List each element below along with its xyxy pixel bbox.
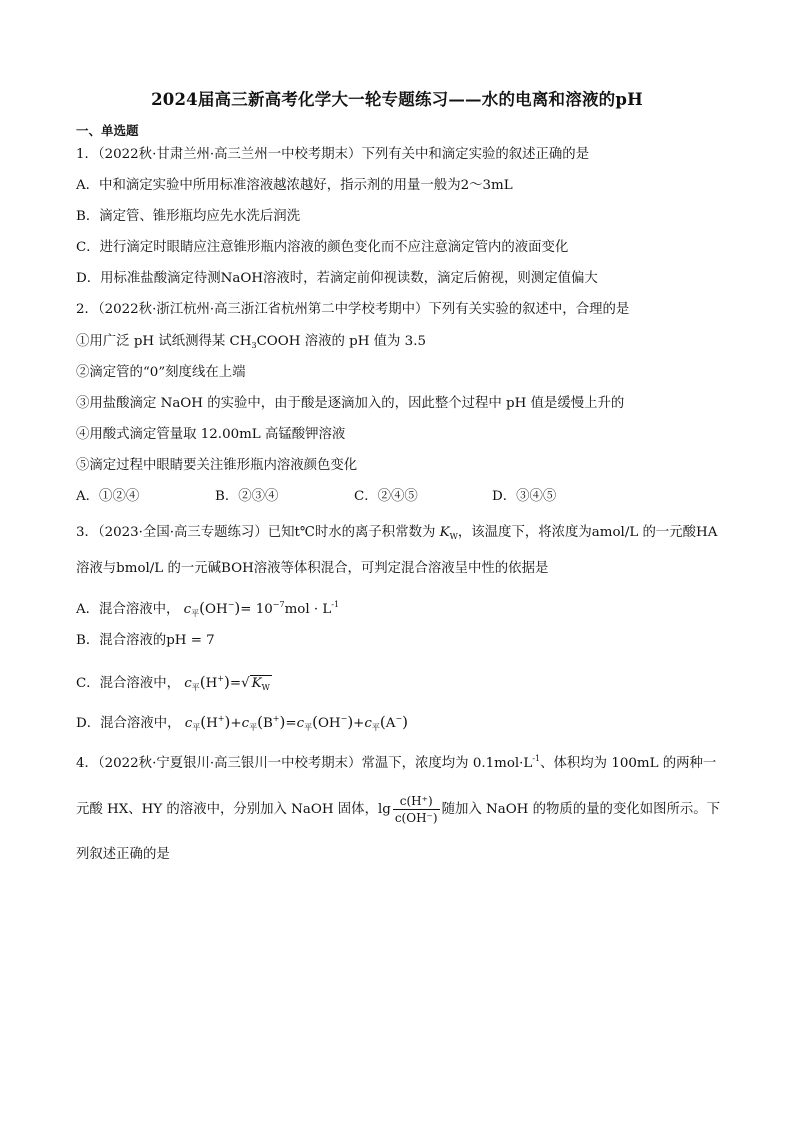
q3-d-b-sup: + (272, 714, 280, 723)
q4-fraction (393, 793, 440, 826)
q3-a-unit: mol · L (284, 602, 332, 617)
q3-d-c3: c (296, 716, 305, 731)
q3-d-h-sup: + (217, 714, 225, 723)
q3-a-eq: = 10 (240, 602, 273, 617)
q2-statement-4: ④用酸式滴定管量取 12.00mL 高锰酸钾溶液 (76, 427, 346, 442)
q3-d-c4: c (364, 716, 372, 731)
q3-d-plus1: + (230, 716, 242, 731)
q3-stem-pre: 3．（2023·全国·高三专题练习）已知t℃时水的离子积常数为 (76, 525, 436, 540)
q1-stem: 1．（2022秋·甘肃兰州·高三兰州一中校考期末）下列有关中和滴定实验的叙述正确的是 (76, 147, 590, 162)
q3-b-math: pH = 7 (166, 633, 215, 648)
q2-statement-1 (76, 333, 426, 355)
q4-frac-den: c(OH⁻) (394, 811, 438, 825)
q3-d-a: A (385, 716, 396, 731)
q4-line1 (76, 750, 716, 773)
q3-d-sub1: 平 (192, 723, 201, 732)
q2-statement-2: ②滴定管的“0”刻度线在上端 (76, 365, 246, 380)
q2-stem: 2．（2022秋·浙江杭州·高三浙江省杭州第二中学校考期中）下列有关实验的叙述中，合理的是 (76, 302, 630, 317)
q3-c-sub: 平 (191, 683, 200, 692)
q3-d-c2: c (241, 716, 250, 731)
q3-a-ion: OH (205, 602, 228, 617)
q3-d-c1: c (184, 716, 193, 731)
section-heading: 一、单选题 (76, 123, 139, 138)
q4-line1-post: 、体积均为 100mL 的两种一 (540, 756, 717, 771)
q3-stem-line2: 溶液与bmol/L 的一元碱BOH溶液等体积混合，可判定混合溶液呈中性的依据是 (76, 561, 549, 576)
q3-d-sub3: 平 (304, 723, 313, 732)
q4-line2-post: 随加入 NaOH 的物质的量的变化如图所示。下 (441, 802, 721, 817)
q2-option-d: D．③④⑤ (492, 489, 557, 504)
q3-a-pre: A．混合溶液中， (76, 602, 180, 617)
q3-c-ion: H (205, 676, 218, 691)
q2-s1-sub: 3 (251, 341, 257, 350)
q3-a-formula: $c_平(OH^-)= 10^{-7}mol \cdot L^{-1}$ (183, 599, 340, 618)
q2-option-a: A．①②④ (76, 489, 140, 504)
q3-c-formula: $c_平(H^+)=√$ $K_W$ (184, 673, 270, 692)
q3-d-a-sup: − (395, 714, 403, 723)
q3-option-c (76, 670, 272, 697)
q3-c-ion-sup: + (217, 674, 224, 683)
q3-a-sub: 平 (191, 609, 200, 618)
q3-option-b (76, 632, 215, 650)
q3-d-sub4: 平 (371, 723, 380, 732)
q3-c-root: √ (241, 676, 250, 691)
q4-line3: 列叙述正确的是 (76, 847, 170, 862)
q2-s1-post: COOH 溶液的 pH 值为 3.5 (256, 334, 426, 349)
q3-d-pre: D．混合溶液中， (76, 716, 181, 731)
q1-option-c: C．进行滴定时眼睛应注意锥形瓶内溶液的颜色变化而不应注意滴定管内的液面变化 (76, 240, 569, 255)
q3-stem-post: ，该温度下，将浓度为amol/L 的一元酸HA (457, 525, 718, 540)
q3-d-b: B (262, 716, 273, 731)
q3-c-c: c (184, 676, 192, 691)
q3-d-sub2: 平 (249, 723, 258, 732)
q4-line2-pre: 元酸 HX、HY 的溶液中，分别加入 NaOH 固体，lg (76, 802, 391, 817)
q1-option-b: B．滴定管、锥形瓶均应先水洗后润洗 (76, 209, 301, 224)
q4-frac-num: c(H⁺) (393, 793, 440, 810)
q3-d-oh: OH (317, 716, 341, 731)
q3-option-a (76, 596, 339, 623)
q3-c-radicand (250, 675, 272, 691)
q3-d-formula: $c_平(H^+)+c_平(B^+)=c_平(OH^-)+c_平(A^-)$ (184, 713, 408, 732)
q3-d-oh-sup: − (340, 714, 348, 723)
q3-d-eq: = (285, 716, 297, 731)
q3-d-plus2: + (353, 716, 365, 731)
q2-option-b: B．②③④ (215, 489, 279, 504)
q3-c-eq: = (229, 676, 242, 691)
q4-line2 (76, 790, 720, 830)
q3-c-w: W (261, 683, 270, 692)
q3-kw-k: K (439, 525, 450, 540)
q2-option-c: C．②④⑤ (354, 489, 418, 504)
q3-a-exp: −7 (272, 600, 285, 609)
q2-statement-3: ③用盐酸滴定 NaOH 的实验中，由于酸是逐滴加入的，因此整个过程中 pH 值是缓慢上升的 (76, 396, 625, 411)
q3-c-k: K (251, 676, 262, 691)
q3-a-ion-sup: − (227, 600, 235, 609)
q3-d-h: H (206, 716, 218, 731)
q1-option-a: A．中和滴定实验中所用标准溶液越浓越好，指示剂的用量一般为2～3mL (76, 178, 513, 193)
q3-option-d (76, 710, 408, 737)
q3-a-c: c (183, 602, 192, 617)
q4-line1-pre: 4．（2022秋·宁夏银川·高三银川一中校考期末）常温下，浓度均为 0.1mol·L (76, 756, 533, 771)
q4-line1-sup: -1 (532, 754, 541, 763)
q2-s1-pre: ①用广泛 pH 试纸测得某 CH (76, 334, 252, 349)
q3-a-unit-sup: -1 (331, 600, 340, 609)
q3-stem-line1 (76, 524, 717, 546)
q3-kw (440, 525, 458, 540)
q3-c-pre: C．混合溶液中， (76, 676, 180, 691)
q3-b-pre: B．混合溶液的 (76, 633, 167, 648)
q3-kw-w: W (449, 532, 458, 541)
q1-option-d: D．用标准盐酸滴定待测NaOH溶液时，若滴定前仰视读数，滴定后俯视，则测定值偏大 (76, 271, 598, 286)
q2-statement-5: ⑤滴定过程中眼睛要关注锥形瓶内溶液颜色变化 (76, 458, 358, 473)
document-title: 2024届高三新高考化学大一轮专题练习——水的电离和溶液的pH (151, 90, 643, 109)
